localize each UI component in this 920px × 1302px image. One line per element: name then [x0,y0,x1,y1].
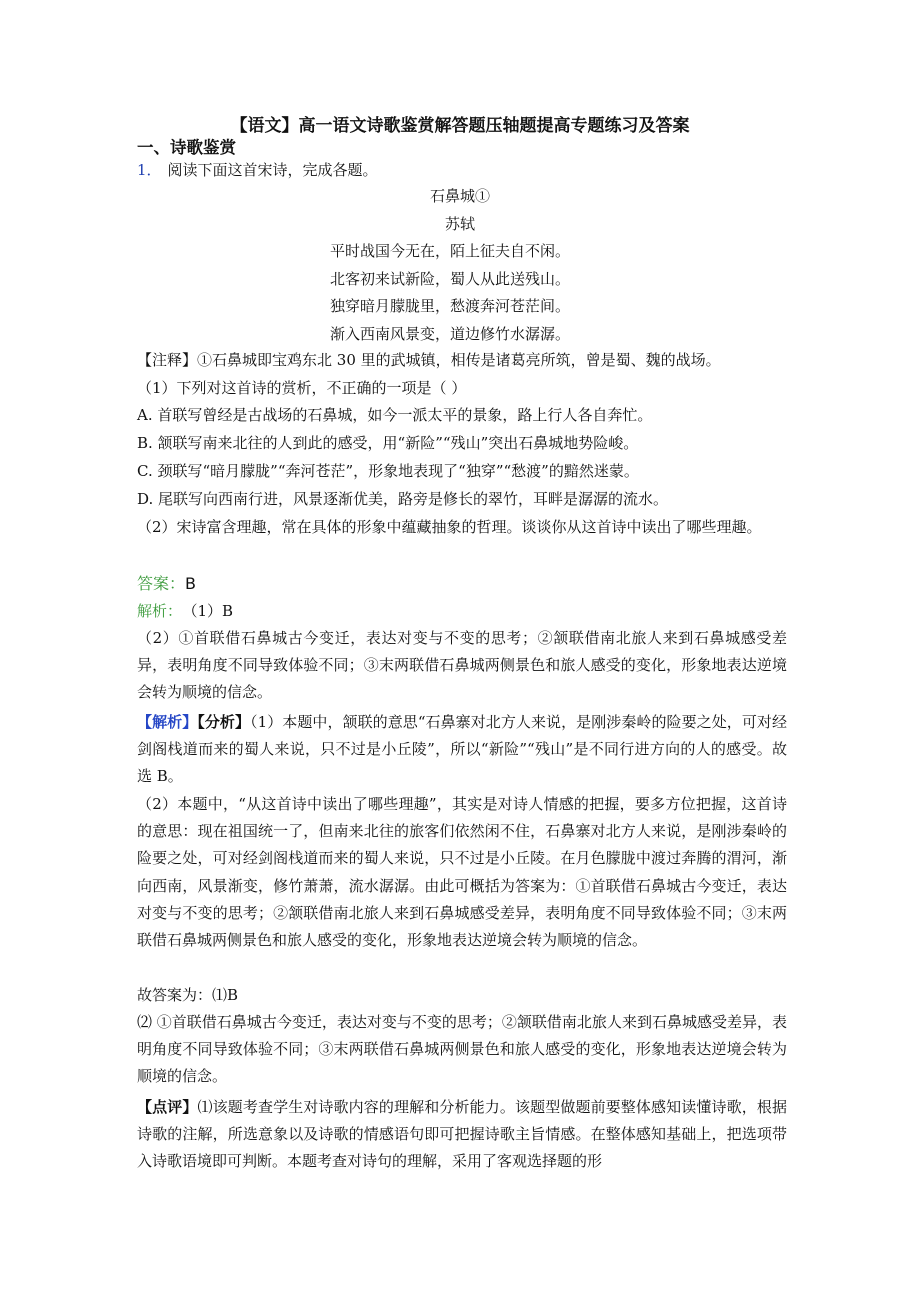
poem-title: 石鼻城① [429,187,490,205]
option-a: A. 首联写曾经是古战场的石鼻城，如今一派太平的景象，路上行人各自奔忙。 [137,406,653,424]
detail-tag-fenxi: 【分析】 [197,713,251,731]
option-c: C. 颈联写“暗月朦胧”“奔河苍茫”，形象地表现了“独穿”“愁渡”的黯然迷蒙。 [137,462,639,480]
annotation-note: 【注释】①石鼻城即宝鸡东北 30 里的武城镇，相传是诸葛亮所筑，曾是蜀、魏的战场。 [137,351,721,369]
answer-label: 答案： [137,574,186,593]
comment-paragraph [137,1094,787,1176]
sub-question-2: （2）宋诗富含理趣，常在具体的形象中蕴藏抽象的哲理。谈谈你从这首诗中读出了哪些理趣。 [137,518,762,536]
detail-tag-jiexi: 【解析】 [137,713,198,731]
question-prompt: 阅读下面这首宋诗，完成各题。 [167,161,378,179]
comment-tag: 【点评】 [137,1098,198,1116]
poem-author: 苏轼 [444,214,475,233]
analysis-line [137,598,787,625]
poem-line: 北客初来试新险，蜀人从此送残山。 [330,269,571,288]
detail-para2: （2）本题中，“从这首诗中读出了哪些理趣”，其实是对诗人情感的把握，要多方位把握，这首诗的意思：现在祖国统一了，但南来北往的旅客们依然闲不住，石鼻寨对北方人来说，是刚涉秦岭的险要之处，可对经剑阁栈道而来的蜀人来说，只不过是小丘陵。在月色朦胧中渡过奔腾的渭河，渐向西南，风景渐变，修竹萧萧，流水潺潺。由此可概括为答案为：①首联借石鼻城古今变迁，表达对变与不变的思考；②颔联借南北旅人来到石鼻城感受差异，表明角度不同导致体验不同；③末两联借石鼻城两侧景色和旅人感受的变化，形象地表达逆境会转为顺境的信念。 [137,795,787,950]
analysis-part1: （1）B [190,602,234,620]
answer-value: B [185,574,196,593]
detail-para1-text: （1）本题中，颔联的意思“石鼻寨对北方人来说，是刚涉秦岭的险要之处，可对经剑阁栈道而来的蜀人来说，只不过是小丘陵”，所以“新险”“残山”是不同行进方向的人的感受。故选 B。 [137,713,787,786]
section-heading: 一、诗歌鉴赏 [137,138,236,157]
poem-line: 独穿暗月朦胧里，愁渡奔河苍茫间。 [330,297,571,315]
option-b: B. 颔联写南来北往的人到此的感受，用“新险”“残山”突出石鼻城地势险峻。 [137,434,639,452]
analysis-label: 解析： [137,602,183,620]
detail-para1 [137,709,787,791]
option-d: D. 尾联写向西南行进，风景逐渐优美，路旁是修长的翠竹，耳畔是潺潺的流水。 [137,490,669,508]
poem-line: 平时战国今无在，陌上征夫自不闲。 [330,242,571,260]
poem-line: 渐入西南风景变，道边修竹水潺潺。 [330,324,571,343]
final-answer-part2: ⑵ ①首联借石鼻城古今变迁，表达对变与不变的思考；②颔联借南北旅人来到石鼻城感受差异，表明角度不同导致体验不同；③末两联借石鼻城两侧景色和旅人感受的变化，形象地表达逆境会转为顺境的信念。 [137,1013,787,1086]
analysis-part2: （2）①首联借石鼻城古今变迁，表达对变与不变的思考；②颔联借南北旅人来到石鼻城感受差异，表明角度不同导致体验不同；③末两联借石鼻城两侧景色和旅人感受的变化，形象地表达逆境会转为顺境的信念。 [137,629,787,702]
final-answer-label: 故答案为：⑴B [137,986,239,1004]
poem [0,183,920,343]
question-number: 1． [137,161,162,179]
answer-line [137,570,787,597]
question-line [137,158,378,182]
document-title: 【语文】高一语文诗歌鉴赏解答题压轴题提高专题练习及答案 [230,116,690,136]
comment-text: ⑴该题考查学生对诗歌内容的理解和分析能力。该题型做题前要整体感知读懂诗歌，根据诗歌的注解，所选意象以及诗歌的情感语句即可把握诗歌主旨情感。在整体感知基础上，把选项带入诗歌语境即可判断。本题考查对诗句的理解，采用了客观选择题的形 [137,1098,787,1171]
sub-question-1: （1）下列对这首诗的赏析，不正确的一项是（ ） [137,379,467,397]
